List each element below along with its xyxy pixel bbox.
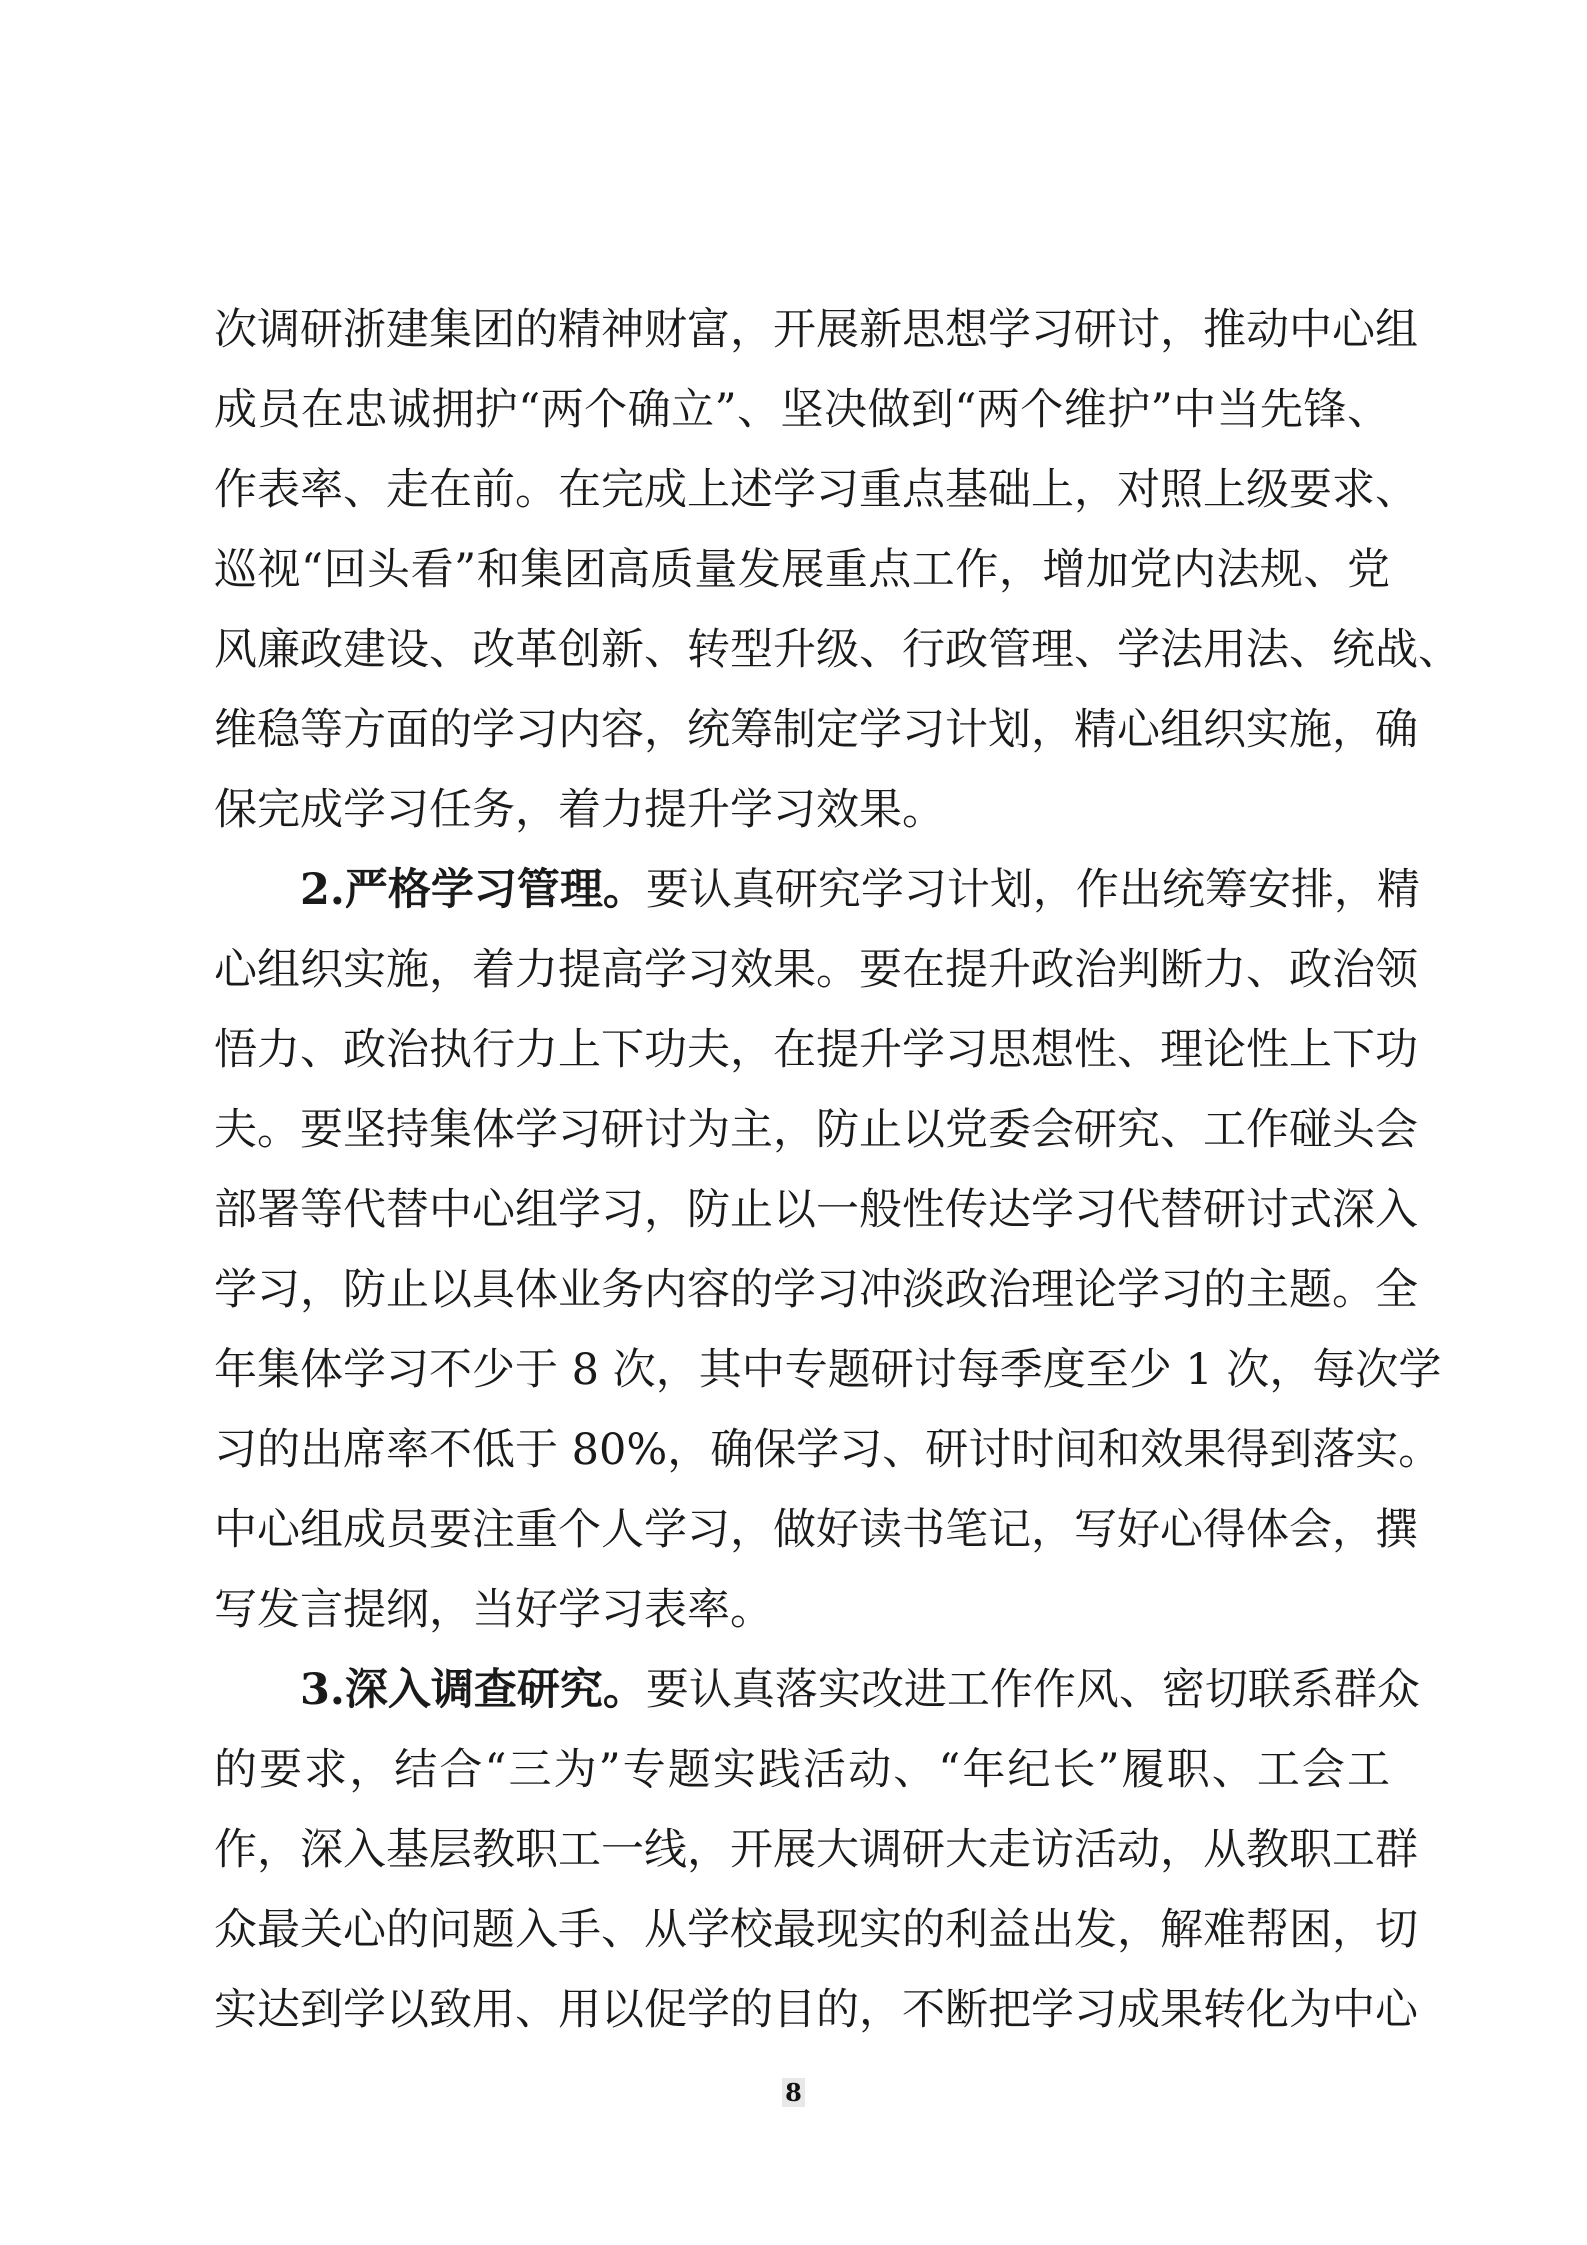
page-number <box>0 2078 1587 2107</box>
text-line: 保完成学习任务，着力提升学习效果。 <box>214 785 945 835</box>
text-line: 风廉政建设、改革创新、转型升级、行政管理、学法用法、统战、 <box>214 625 1461 675</box>
text-line: 中心组成员要注重个人学习，做好读书笔记，写好心得体会，撰 <box>214 1505 1418 1555</box>
body-text <box>214 290 1461 2050</box>
text-run: 要认真落实改进工作作风、密切联系群众 <box>645 1665 1420 1715</box>
paragraph-1 <box>214 290 1461 850</box>
text-line: 的要求，结合“三为”专题实践活动、“年纪长”履职、工会工 <box>214 1745 1390 1795</box>
text-line <box>214 850 1420 930</box>
text-line: 写发言提纲，当好学习表率。 <box>214 1585 773 1635</box>
page-number-text: 8 <box>782 2078 805 2107</box>
section-heading: 2.严格学习管理。 <box>300 865 646 915</box>
text-run: 要认真研究学习计划，作出统筹安排，精 <box>645 865 1420 915</box>
text-line: 众最关心的问题入手、从学校最现实的利益出发，解难帮困，切 <box>214 1905 1418 1955</box>
text-line: 心组织实施，着力提高学习效果。要在提升政治判断力、政治领 <box>214 945 1418 995</box>
text-line: 部署等代替中心组学习，防止以一般性传达学习代替研讨式深入 <box>214 1185 1418 1235</box>
text-line: 维稳等方面的学习内容，统筹制定学习计划，精心组织实施，确 <box>214 705 1418 755</box>
text-line: 作，深入基层教职工一线，开展大调研大走访活动，从教职工群 <box>214 1825 1418 1875</box>
text-line: 夫。要坚持集体学习研讨为主，防止以党委会研究、工作碰头会 <box>214 1105 1418 1155</box>
text-line: 年集体学习不少于 8 次，其中专题研讨每季度至少 1 次，每次学 <box>214 1345 1442 1395</box>
text-line: 学习，防止以具体业务内容的学习冲淡政治理论学习的主题。全 <box>214 1265 1418 1315</box>
text-line: 次调研浙建集团的精神财富，开展新思想学习研讨，推动中心组 <box>214 305 1418 355</box>
paragraph-3 <box>214 1650 1420 2050</box>
text-line: 巡视“回头看”和集团高质量发展重点工作，增加党内法规、党 <box>214 545 1390 595</box>
text-line: 悟力、政治执行力上下功夫，在提升学习思想性、理论性上下功 <box>214 1025 1418 1075</box>
text-line: 成员在忠诚拥护“两个确立”、坚决做到“两个维护”中当先锋、 <box>214 385 1390 435</box>
text-line: 习的出席率不低于 80%，确保学习、研讨时间和效果得到落实。 <box>214 1425 1442 1475</box>
paragraph-2 <box>214 850 1442 1650</box>
text-line <box>214 1650 1420 1730</box>
text-line: 实达到学以致用、用以促学的目的，不断把学习成果转化为中心 <box>214 1985 1418 2035</box>
text-line: 作表率、走在前。在完成上述学习重点基础上，对照上级要求、 <box>214 465 1418 515</box>
section-heading: 3.深入调查研究。 <box>300 1665 646 1715</box>
